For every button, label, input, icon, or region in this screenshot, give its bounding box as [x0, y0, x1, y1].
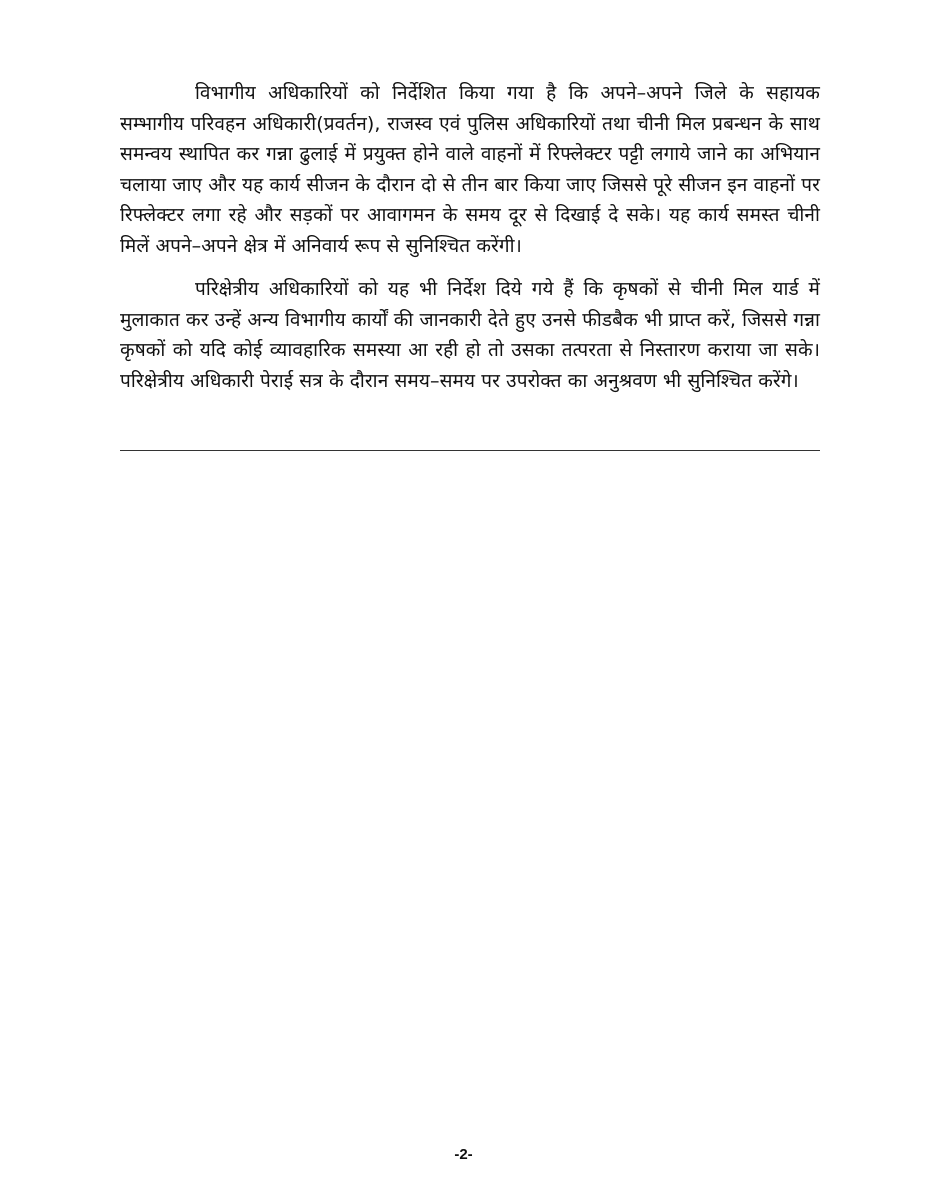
paragraph-reflector-campaign: विभागीय अधिकारियों को निर्देशित किया गया है कि अपने–अपने जिले के सहायक सम्भागीय परिवहन अधिकारी(प्रवर्तन), राजस्व एवं पुलिस अधिकारियों तथा चीनी मिल प्रबन्धन के साथ समन्वय स्थापित कर गन्ना ढुलाई में प्रयुक्त होने वाले वाहनों में रिफ्लेक्टर पट्टी लगाये जाने का अभियान चलाया जाए और यह कार्य सीजन के दौरान दो से तीन बार किया जाए जिससे पूरे सीजन इन वाहनों पर रिफ्लेक्टर लगा रहे और सड़कों पर आवागमन के समय दूर से दिखाई दे सके। यह कार्य समस्त चीनी मिलें अपने–अपने क्षेत्र में अनिवार्य रूप से सुनिश्चित करेंगी।	[120, 82, 821, 257]
paragraph-farmer-feedback: परिक्षेत्रीय अधिकारियों को यह भी निर्देश दिये गये हैं कि कृषकों से चीनी मिल यार्ड में मुलाकात कर उन्हें अन्य विभागीय कार्यों की जानकारी देते हुए उनसे फीडबैक भी प्राप्त करें, जिससे गन्ना कृषकों को यदि कोई व्यावहारिक समस्या आ रही हो तो उसका तत्परता से निस्तारण कराया जा सके। परिक्षेत्रीय अधिकारी पेराई सत्र के दौरान समय–समय पर उपरोक्त का अनुश्रवण भी सुनिश्चित करेंगे।	[120, 278, 820, 392]
page-number: -2-	[454, 1146, 473, 1163]
horizontal-divider	[120, 450, 820, 451]
body-text	[120, 78, 820, 396]
